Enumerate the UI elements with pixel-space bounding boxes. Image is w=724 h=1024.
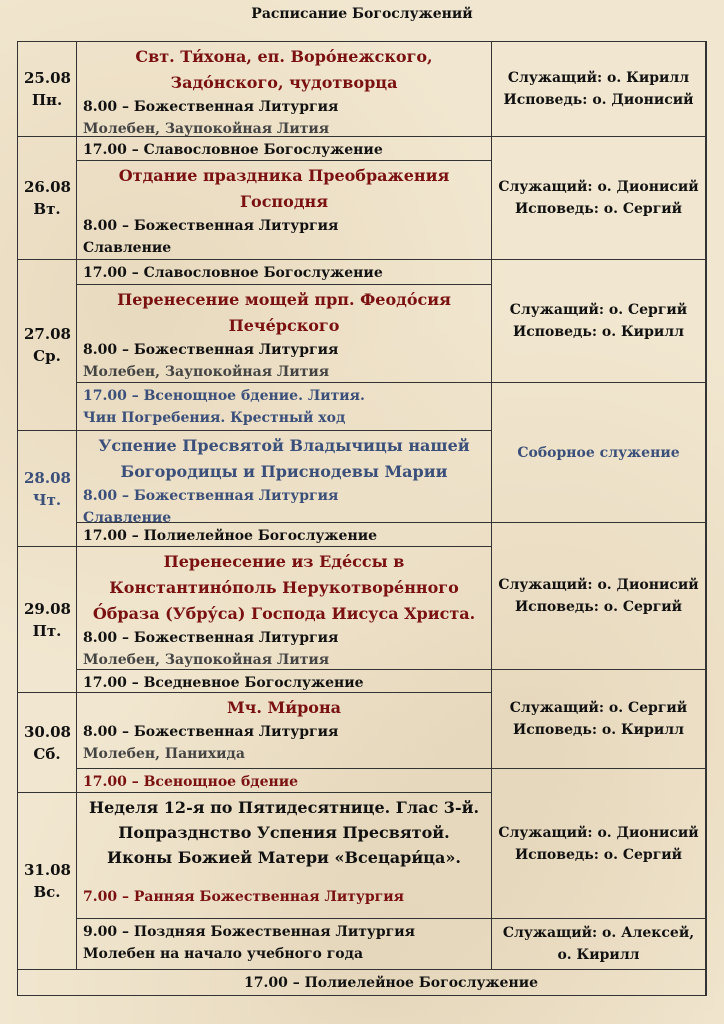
clergy-late-cell: [492, 919, 706, 970]
evening-service: 17.00 – Вседневное Богослужение: [77, 670, 492, 693]
confessor: Исповедь: о. Кирилл: [513, 722, 684, 738]
extra-service: Молебен, Заупокойная Лития: [83, 364, 330, 380]
date: 31.08: [24, 861, 71, 879]
schedule-table: [17, 41, 707, 996]
feast-title: Мч. Ми́рона: [226, 698, 342, 717]
feast-title: Отдание праздника Преображения Господня: [118, 166, 450, 211]
celebrant: Служащий: о. Сергий: [509, 700, 688, 716]
service-cell: [77, 547, 492, 670]
feast-title: Свт. Ти́хона, еп. Воро́нежского, Задо́нского, чудотворца: [135, 47, 433, 92]
late-service: 9.00 – Поздняя Божественная Литургия: [83, 924, 415, 940]
confessor: Исповедь: о. Кирилл: [513, 324, 684, 340]
morning-service: 8.00 – Божественная Литургия: [83, 724, 339, 740]
date-cell: [18, 793, 77, 970]
morning-service: 8.00 – Божественная Литургия: [83, 630, 339, 646]
celebrant: Служащий: о. Кирилл: [507, 70, 690, 86]
weekday: Пн.: [31, 91, 63, 109]
feast-title: Перенесение мощей прп. Феодо́сия Пече́рского: [117, 290, 451, 335]
feast-title: Перенесение из Еде́ссы в Константино́поль Нерукотворе́нного О́браза (Убру́са) Господа Иисуса Христа.: [92, 552, 476, 623]
extra-service: Молебен, Панихида: [83, 746, 245, 762]
confessor: Исповедь: о. Дионисий: [503, 92, 694, 108]
early-service: 7.00 – Ранняя Божественная Литургия: [83, 889, 404, 905]
extra-service: Славление: [83, 510, 172, 526]
celebrant: Служащий: о. Алексей,: [502, 925, 695, 941]
date-cell: [18, 547, 77, 693]
extra-service: Молебен, Заупокойная Лития: [83, 121, 330, 137]
date: 26.08: [24, 178, 71, 196]
date: 27.08: [24, 325, 71, 343]
clergy-cell: [492, 42, 706, 137]
confessor: Исповедь: о. Сергий: [514, 201, 683, 217]
evening-service: 17.00 – Полиелейное Богослужение: [77, 523, 492, 547]
extra-service: Славление: [83, 240, 172, 256]
evening-service: 17.00 – Всенощное бдение. Лития.: [83, 388, 365, 404]
weekday: Вс.: [33, 883, 61, 901]
evening-service: 17.00 – Славословное Богослужение: [77, 260, 492, 285]
weekday: Чт.: [32, 490, 62, 509]
date: 30.08: [24, 722, 71, 741]
clergy-cell: [492, 670, 706, 769]
clergy-cell: [492, 260, 706, 383]
clergy-cell: [492, 137, 706, 260]
confessor: Исповедь: о. Сергий: [514, 599, 683, 615]
celebrant: Служащий: о. Сергий: [509, 302, 688, 318]
clergy-cell: [492, 769, 706, 919]
final-evening-service: 17.00 – Полиелейное Богослужение: [77, 970, 706, 995]
weekday: Пт.: [32, 621, 62, 640]
extra-service: Молебен, Заупокойная Лития: [83, 652, 330, 668]
date-cell: [18, 260, 77, 431]
date-cell: [18, 137, 77, 260]
service-cell: [77, 161, 492, 260]
weekday: Вт.: [33, 200, 61, 218]
date: 25.08: [24, 69, 71, 87]
celebrant-2: о. Кирилл: [557, 947, 640, 963]
feast-title: Успение Пресвятой Владычицы нашей Богородицы и Приснодевы Марии: [98, 436, 470, 481]
evening-service: 17.00 – Славословное Богослужение: [77, 137, 492, 161]
celebrant: Служащий: о. Дионисий: [498, 179, 699, 195]
celebrant: Служащий: о. Дионисий: [498, 824, 699, 841]
feast-title: Неделя 12-я по Пятидесятнице. Глас 3-й. Попразднство Успения Пресвятой. Иконы Божией Матери «Всецари́ца».: [88, 798, 480, 867]
date-cell: [18, 42, 77, 137]
evening-service-cell: [77, 383, 492, 431]
morning-service: 8.00 – Божественная Литургия: [83, 488, 339, 504]
morning-service: 8.00 – Божественная Литургия: [83, 342, 339, 358]
weekday: Ср.: [33, 347, 61, 365]
date: 29.08: [24, 599, 71, 618]
morning-service: 8.00 – Божественная Литургия: [83, 218, 339, 234]
service-cell: [77, 285, 492, 383]
service-cell: [77, 693, 492, 769]
date-cell: [18, 431, 77, 547]
date: 28.08: [24, 468, 71, 487]
page-title: Расписание Богослужений: [251, 6, 473, 22]
morning-service: 8.00 – Божественная Литургия: [83, 99, 339, 115]
service-cell: [77, 431, 492, 526]
clergy-cell: [492, 523, 706, 670]
weekday: Сб.: [33, 744, 61, 763]
evening-service: 17.00 – Всенощное бдение: [77, 769, 492, 793]
clergy-note: Соборное служение: [517, 444, 680, 461]
evening-service-detail: Чин Погребения. Крестный ход: [83, 410, 346, 426]
date-cell: [18, 693, 77, 793]
confessor: Исповедь: о. Сергий: [514, 846, 683, 863]
service-cell: [77, 42, 492, 137]
clergy-cell: [492, 383, 706, 523]
service-cell: [77, 793, 492, 919]
late-service-detail: Молебен на начало учебного года: [83, 946, 364, 962]
celebrant: Служащий: о. Дионисий: [498, 577, 699, 593]
late-service-cell: [77, 919, 492, 970]
